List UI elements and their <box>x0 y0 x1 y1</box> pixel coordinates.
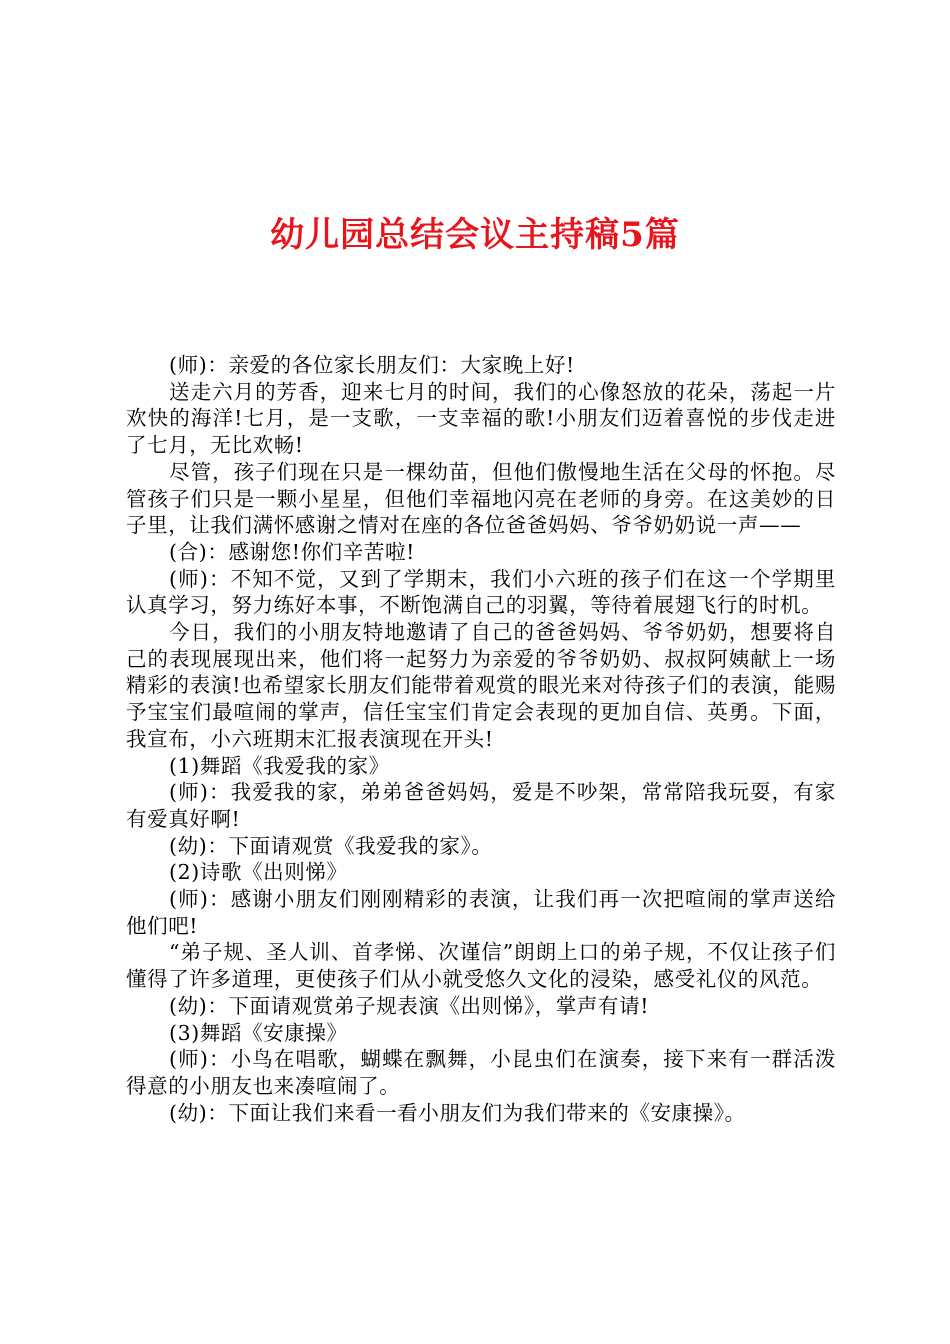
paragraph: (幼)：下面让我们来看一看小朋友们为我们带来的《安康操》。 <box>169 1100 746 1125</box>
document-body <box>126 352 836 1126</box>
paragraph: (合)：感谢您!你们辛苦啦! <box>169 539 415 564</box>
paragraph: (1)舞蹈《我爱我的家》 <box>169 753 390 778</box>
document-title: 幼儿园总结会议主持稿5篇 <box>270 215 680 255</box>
paragraph: (师)：我爱我的家，弟弟爸爸妈妈，爱是不吵架，常常陪我玩耍，有家有爱真好啊! <box>126 780 836 831</box>
paragraph: 尽管，孩子们现在只是一棵幼苗，但他们傲慢地生活在父母的怀抱。尽管孩子们只是一颗小星星，但他们幸福地闪亮在老师的身旁。在这美妙的日子里，让我们满怀感谢之情对在座的各位爸爸妈妈、爷爷奶奶说一声—— <box>126 459 836 538</box>
paragraph: (师)：感谢小朋友们刚刚精彩的表演，让我们再一次把喧闹的掌声送给他们吧! <box>126 887 836 938</box>
paragraph: “弟子规、圣人训、首孝悌、次谨信”朗朗上口的弟子规，不仅让孩子们懂得了许多道理，更使孩子们从小就受悠久文化的浸染，感受礼仪的风范。 <box>126 940 836 992</box>
paragraph: (2)诗歌《出则悌》 <box>169 860 348 885</box>
paragraph: 今日，我们的小朋友特地邀请了自己的爸爸妈妈、爷爷奶奶，想要将自己的表现展现出来，他们将一起努力为亲爱的爷爷奶奶、叔叔阿姨献上一场精彩的表演!也希望家长朋友们能带着观赏的眼光来对待孩子们的表演，能赐予宝宝们最喧闹的掌声，信任宝宝们肯定会表现的更加自信、英勇。下面，我宣布，小六班期末汇报表演现在开头! <box>126 620 836 751</box>
paragraph: (幼)：下面请观赏弟子规表演《出则悌》，掌声有请! <box>169 993 650 1018</box>
paragraph: (3)舞蹈《安康操》 <box>169 1020 348 1045</box>
paragraph: 送走六月的芳香，迎来七月的时间，我们的心像怒放的花朵，荡起一片欢快的海洋!七月，是一支歌，一支幸福的歌!小朋友们迈着喜悦的步伐走进了七月，无比欢畅! <box>126 379 836 458</box>
paragraph: (师)：亲爱的各位家长朋友们：大家晚上好! <box>169 353 575 377</box>
paragraph: (师)：不知不觉，又到了学期末，我们小六班的孩子们在这一个学期里认真学习，努力练好本事，不断饱满自己的羽翼，等待着展翅飞行的时机。 <box>126 566 836 618</box>
paragraph: (师)：小鸟在唱歌，蝴蝶在飘舞，小昆虫们在演奏，接下来有一群活泼得意的小朋友也来凑喧闹了。 <box>126 1047 836 1098</box>
paragraph: (幼)：下面请观赏《我爱我的家》。 <box>169 833 493 858</box>
